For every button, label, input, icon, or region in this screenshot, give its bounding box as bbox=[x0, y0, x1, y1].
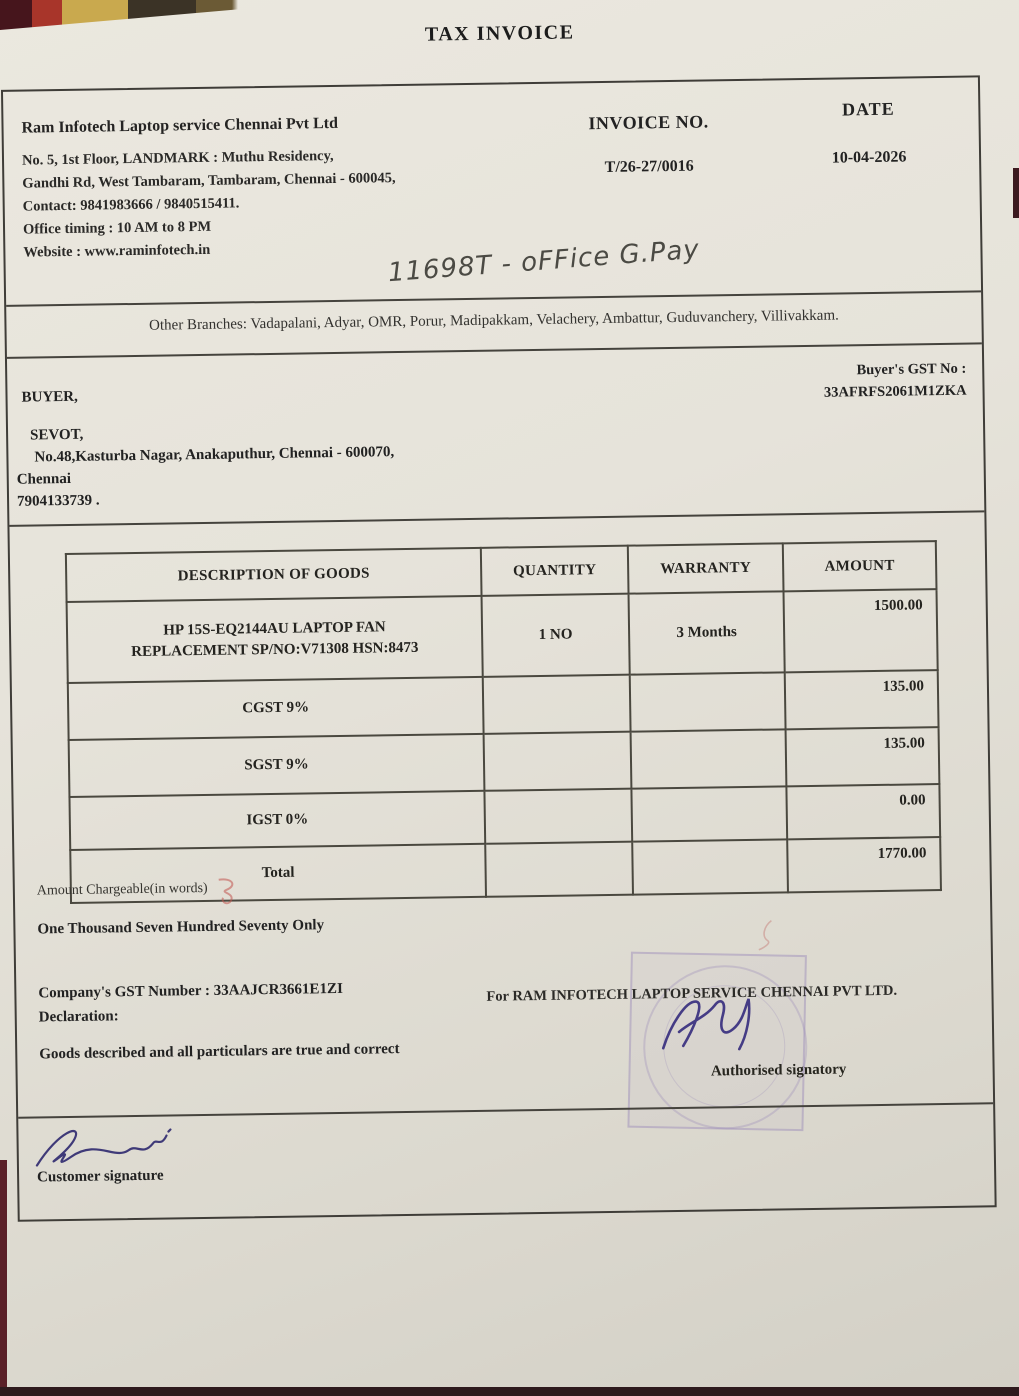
authorised-signature-ink bbox=[652, 989, 773, 1065]
seller-address-line: Contact: 9841983666 / 9840515411. bbox=[22, 195, 240, 215]
seller-address-line: Website : www.raminfotech.in bbox=[23, 241, 211, 261]
buyer-address-line: Chennai bbox=[16, 470, 72, 488]
divider-line bbox=[6, 290, 981, 306]
tax-amount-igst: 0.00 bbox=[786, 784, 940, 839]
authorised-signatory-label: Authorised signatory bbox=[710, 1061, 847, 1080]
seller-name: Ram Infotech Laptop service Chennai Pvt Ltd bbox=[21, 114, 339, 137]
divider-line bbox=[18, 1102, 993, 1118]
item-quantity: 1 NO bbox=[482, 594, 630, 677]
column-header-amount: AMOUNT bbox=[783, 541, 937, 591]
photo-background-right-edge bbox=[1013, 168, 1019, 218]
seller-address-line: Office timing : 10 AM to 8 PM bbox=[22, 218, 212, 238]
tax-label-cgst: CGST 9% bbox=[68, 677, 484, 740]
total-amount: 1770.00 bbox=[787, 837, 941, 892]
invoice-border-box bbox=[1, 75, 997, 1221]
company-gst-line: Company's GST Number : 33AAJCR3661E1ZI bbox=[38, 980, 343, 1002]
handwritten-payment-note: 11698T - oFFice G.Pay bbox=[386, 234, 701, 289]
for-company-line: For RAM INFOTECH LAPTOP SERVICE CHENNAI PVT LTD. bbox=[486, 982, 898, 1005]
buyer-gst-number: 33AFRFS2061M1ZKA bbox=[823, 382, 967, 401]
invoice-date-value: 10-04-2026 bbox=[831, 148, 907, 167]
item-description: HP 15S-EQ2144AU LAPTOP FAN REPLACEMENT SP/NO:V71308 HSN:8473 bbox=[131, 618, 419, 660]
column-header-quantity: QUANTITY bbox=[481, 546, 629, 596]
declaration-text: Goods described and all particulars are true and correct bbox=[39, 1041, 400, 1063]
photo-background-bottom-edge bbox=[0, 1387, 1019, 1396]
buyer-phone: 7904133739 . bbox=[16, 492, 100, 510]
seller-address-line: No. 5, 1st Floor, LANDMARK : Muthu Residency, bbox=[21, 147, 334, 169]
red-pen-mark bbox=[215, 876, 241, 906]
photo-background-left-edge bbox=[0, 1160, 7, 1396]
declaration-label: Declaration: bbox=[38, 1008, 119, 1026]
seller-address bbox=[22, 144, 397, 265]
item-amount: 1500.00 bbox=[784, 589, 938, 672]
item-warranty: 3 Months bbox=[629, 591, 785, 674]
amount-words-value: One Thousand Seven Hundred Seventy Only bbox=[37, 917, 325, 938]
items-table bbox=[65, 540, 942, 904]
buyer-section-label: BUYER, bbox=[21, 388, 78, 406]
invoice-number-value: T/26-27/0016 bbox=[604, 157, 694, 176]
amount-words-label: Amount Chargeable(in words) bbox=[36, 880, 208, 899]
branches-line: Other Branches: Vadapalani, Adyar, OMR, Porur, Madipakkam, Velachery, Ambattur, Guduvanchery, Villivakkam. bbox=[148, 307, 839, 334]
divider-line bbox=[9, 510, 984, 526]
total-label: Total bbox=[70, 844, 486, 903]
divider-line bbox=[7, 342, 982, 358]
column-header-description: DESCRIPTION OF GOODS bbox=[66, 548, 482, 602]
tax-amount-cgst: 135.00 bbox=[785, 670, 939, 729]
invoice-number-label: INVOICE NO. bbox=[588, 111, 709, 134]
customer-signature-label: Customer signature bbox=[36, 1167, 164, 1186]
customer-signature-ink bbox=[30, 1119, 211, 1176]
column-header-warranty: WARRANTY bbox=[628, 543, 784, 593]
buyer-gst-block bbox=[666, 358, 967, 406]
red-pen-mark bbox=[755, 918, 778, 952]
buyer-address-line: No.48,Kasturba Nagar, Anakaputhur, Chennai - 600070, bbox=[34, 444, 395, 466]
buyer-gst-label: Buyer's GST No : bbox=[856, 360, 967, 379]
page-title: TAX INVOICE bbox=[424, 21, 575, 46]
seller-address-line: Gandhi Rd, West Tambaram, Tambaram, Chennai - 600045, bbox=[22, 170, 396, 192]
invoice-date-label: DATE bbox=[841, 98, 895, 120]
tax-label-igst: IGST 0% bbox=[69, 791, 485, 850]
buyer-name: SEVOT, bbox=[29, 426, 84, 444]
table-row bbox=[67, 589, 938, 683]
tax-amount-sgst: 135.00 bbox=[786, 727, 940, 786]
tax-label-sgst: SGST 9% bbox=[69, 734, 485, 797]
